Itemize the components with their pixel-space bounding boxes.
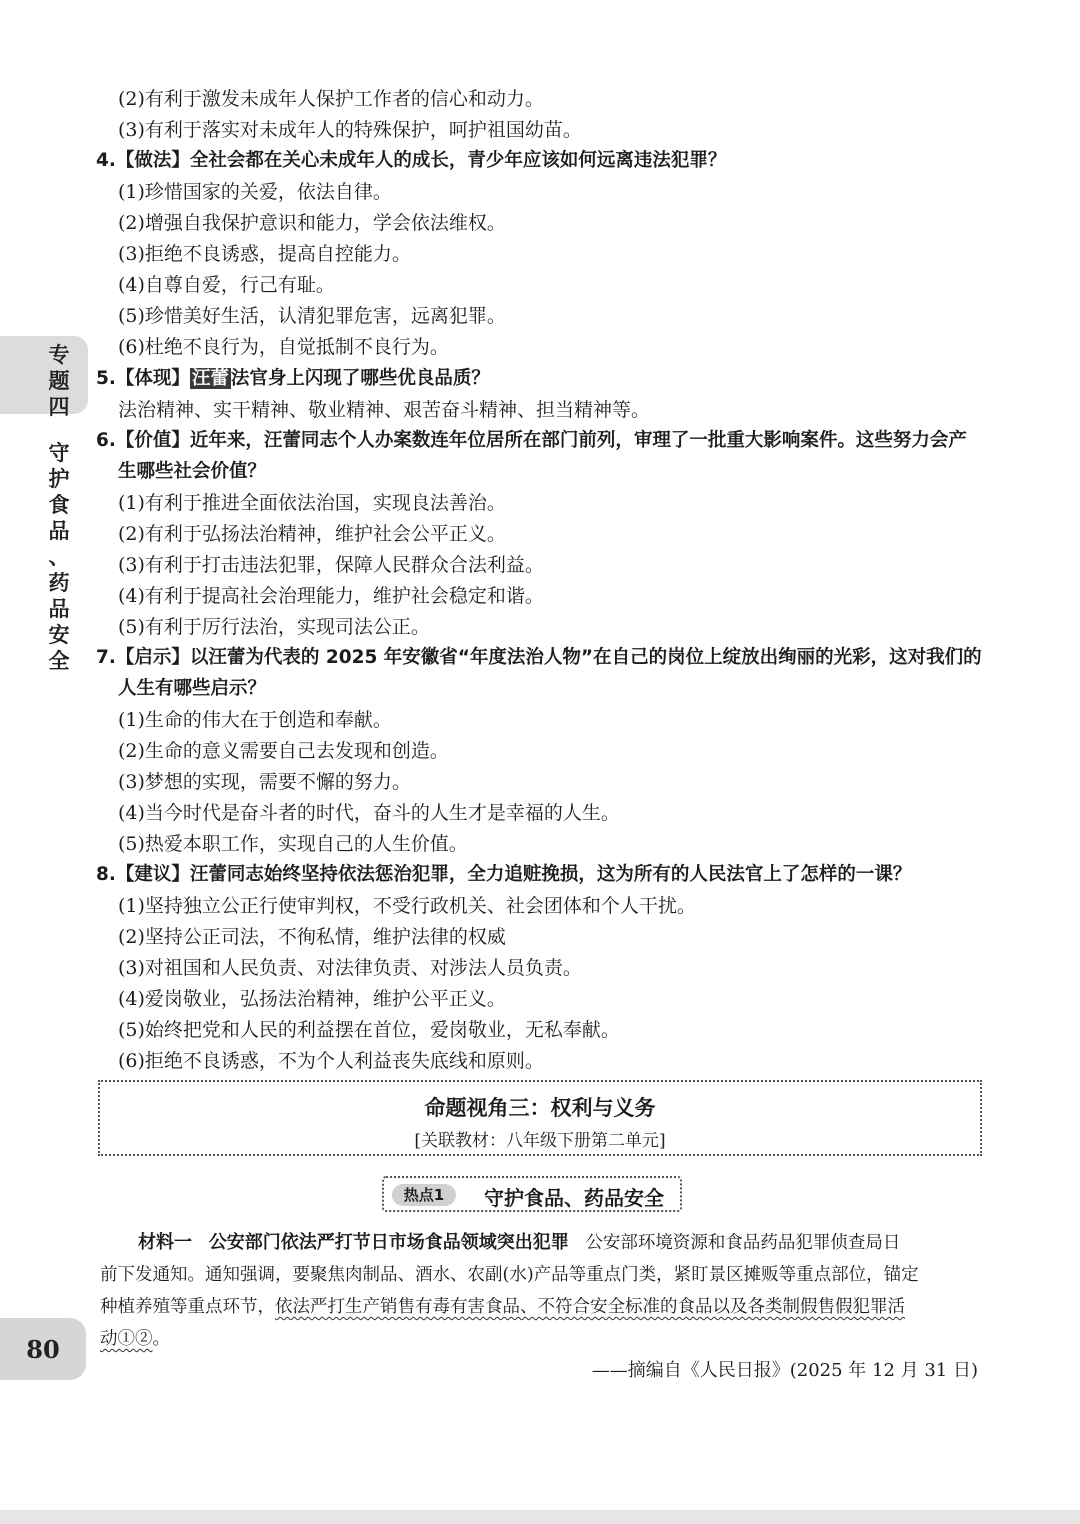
section-subtitle: [关联教材：八年级下册第二单元] xyxy=(414,1131,666,1151)
hotspot-box xyxy=(382,1176,682,1212)
answer-line: (3)有利于打击违法犯罪，保障人民群众合法利益。 xyxy=(118,554,544,576)
material-headline: 公安部门依法严打节日市场食品领域突出犯罪 xyxy=(208,1232,569,1253)
material-line-1 xyxy=(138,1230,900,1256)
question-8: 8.【建议】汪蕾同志始终坚持依法惩治犯罪，全力追赃挽损，这为所有的人民法官上了怎样的一课？ xyxy=(96,864,912,885)
question-5-suffix: 法官身上闪现了哪些优良品质？ xyxy=(230,368,490,389)
answer-line: (6)拒绝不良诱惑，不为个人利益丧失底线和原则。 xyxy=(118,1050,544,1072)
material-line-4 xyxy=(100,1326,170,1352)
highlighted-name: 汪蕾 xyxy=(191,368,229,389)
question-5 xyxy=(96,366,490,392)
answer-line: (3)有利于落实对未成年人的特殊保护，呵护祖国幼苗。 xyxy=(118,119,582,141)
material-line-2: 前下发通知。通知强调，要聚焦肉制品、酒水、农副(水)产品等重点门类，紧盯景区摊贩等重点部位，锚定 xyxy=(100,1265,919,1285)
page-number: 80 xyxy=(0,1318,86,1380)
material-source: ——摘编自《人民日报》(2025 年 12 月 31 日) xyxy=(591,1360,978,1381)
wavy-underlined-text: 依法严打生产销售有毒有害食品、不符合安全标准的食品以及各类制假售假犯罪活 xyxy=(275,1297,905,1317)
answer-line: (2)坚持公正司法，不徇私情，维护法律的权威 xyxy=(118,926,506,948)
answer-line: (4)有利于提高社会治理能力，维护社会稳定和谐。 xyxy=(118,585,544,607)
hotspot-title: 守护食品、药品安全 xyxy=(484,1186,664,1210)
answer-line: (2)有利于弘扬法治精神，维护社会公平正义。 xyxy=(118,523,506,545)
answer-line: (5)珍惜美好生活，认清犯罪危害，远离犯罪。 xyxy=(118,305,506,327)
hotspot-badge: 热点1 xyxy=(392,1184,456,1206)
material-text: 。 xyxy=(152,1329,170,1349)
answer-line: (1)生命的伟大在于创造和奉献。 xyxy=(118,709,392,731)
answer-line: (5)有利于厉行法治，实现司法公正。 xyxy=(118,616,430,638)
section-title: 命题视角三：权利与义务 xyxy=(424,1096,656,1120)
answer-line: (2)有利于激发未成年人保护工作者的信心和动力。 xyxy=(118,88,544,110)
wavy-underlined-text: 动①② xyxy=(100,1329,153,1349)
answer-line: (6)杜绝不良行为，自觉抵制不良行为。 xyxy=(118,336,449,358)
answer-line: (4)当今时代是奋斗者的时代，奋斗的人生才是幸福的人生。 xyxy=(118,802,620,824)
topic-tab-label: 专 题 四 xyxy=(48,343,70,419)
answer-line: (1)坚持独立公正行使审判权，不受行政机关、社会团体和个人干扰。 xyxy=(118,895,696,917)
answer-line: (2)生命的意义需要自己去发现和创造。 xyxy=(118,740,449,762)
answer-line: 法治精神、实干精神、敬业精神、艰苦奋斗精神、担当精神等。 xyxy=(118,399,651,421)
question-7: 7.【启示】以汪蕾为代表的 2025 年安徽省“年度法治人物”在自己的岗位上绽放出绚丽的光彩，这对我们的 xyxy=(96,647,982,668)
bottom-edge xyxy=(0,1510,1080,1524)
answer-line: (3)梦想的实现，需要不懈的努力。 xyxy=(118,771,411,793)
answer-line: (3)拒绝不良诱惑，提高自控能力。 xyxy=(118,243,411,265)
section-header-box xyxy=(98,1080,982,1156)
topic-title-vertical: 守 护 食 品 、 药 品 安 全 xyxy=(48,441,70,673)
material-line-3 xyxy=(100,1294,905,1320)
question-7-cont: 人生有哪些启示？ xyxy=(118,678,267,699)
question-5-prefix: 5.【体现】 xyxy=(96,368,190,389)
material-text: 公安部环境资源和食品药品犯罪侦查局日 xyxy=(585,1233,901,1253)
material-label: 材料一 xyxy=(138,1232,192,1253)
answer-line: (5)热爱本职工作，实现自己的人生价值。 xyxy=(118,833,468,855)
answer-line: (5)始终把党和人民的利益摆在首位，爱岗敬业，无私奉献。 xyxy=(118,1019,620,1041)
answer-line: (4)自尊自爱，行己有耻。 xyxy=(118,274,335,296)
answer-line: (1)珍惜国家的关爱，依法自律。 xyxy=(118,181,392,203)
answer-line: (3)对祖国和人民负责、对法律负责、对涉法人员负责。 xyxy=(118,957,582,979)
question-4: 4.【做法】全社会都在关心未成年人的成长，青少年应该如何远离违法犯罪？ xyxy=(96,150,727,171)
material-text: 种植养殖等重点环节， xyxy=(100,1297,275,1317)
answer-line: (1)有利于推进全面依法治国，实现良法善治。 xyxy=(118,492,506,514)
answer-line: (2)增强自我保护意识和能力，学会依法维权。 xyxy=(118,212,506,234)
question-6-cont: 生哪些社会价值？ xyxy=(118,461,267,482)
question-6: 6.【价值】近年来，汪蕾同志个人办案数连年位居所在部门前列，审理了一批重大影响案件。这些努力会产 xyxy=(96,430,967,451)
answer-line: (4)爱岗敬业，弘扬法治精神，维护公平正义。 xyxy=(118,988,506,1010)
